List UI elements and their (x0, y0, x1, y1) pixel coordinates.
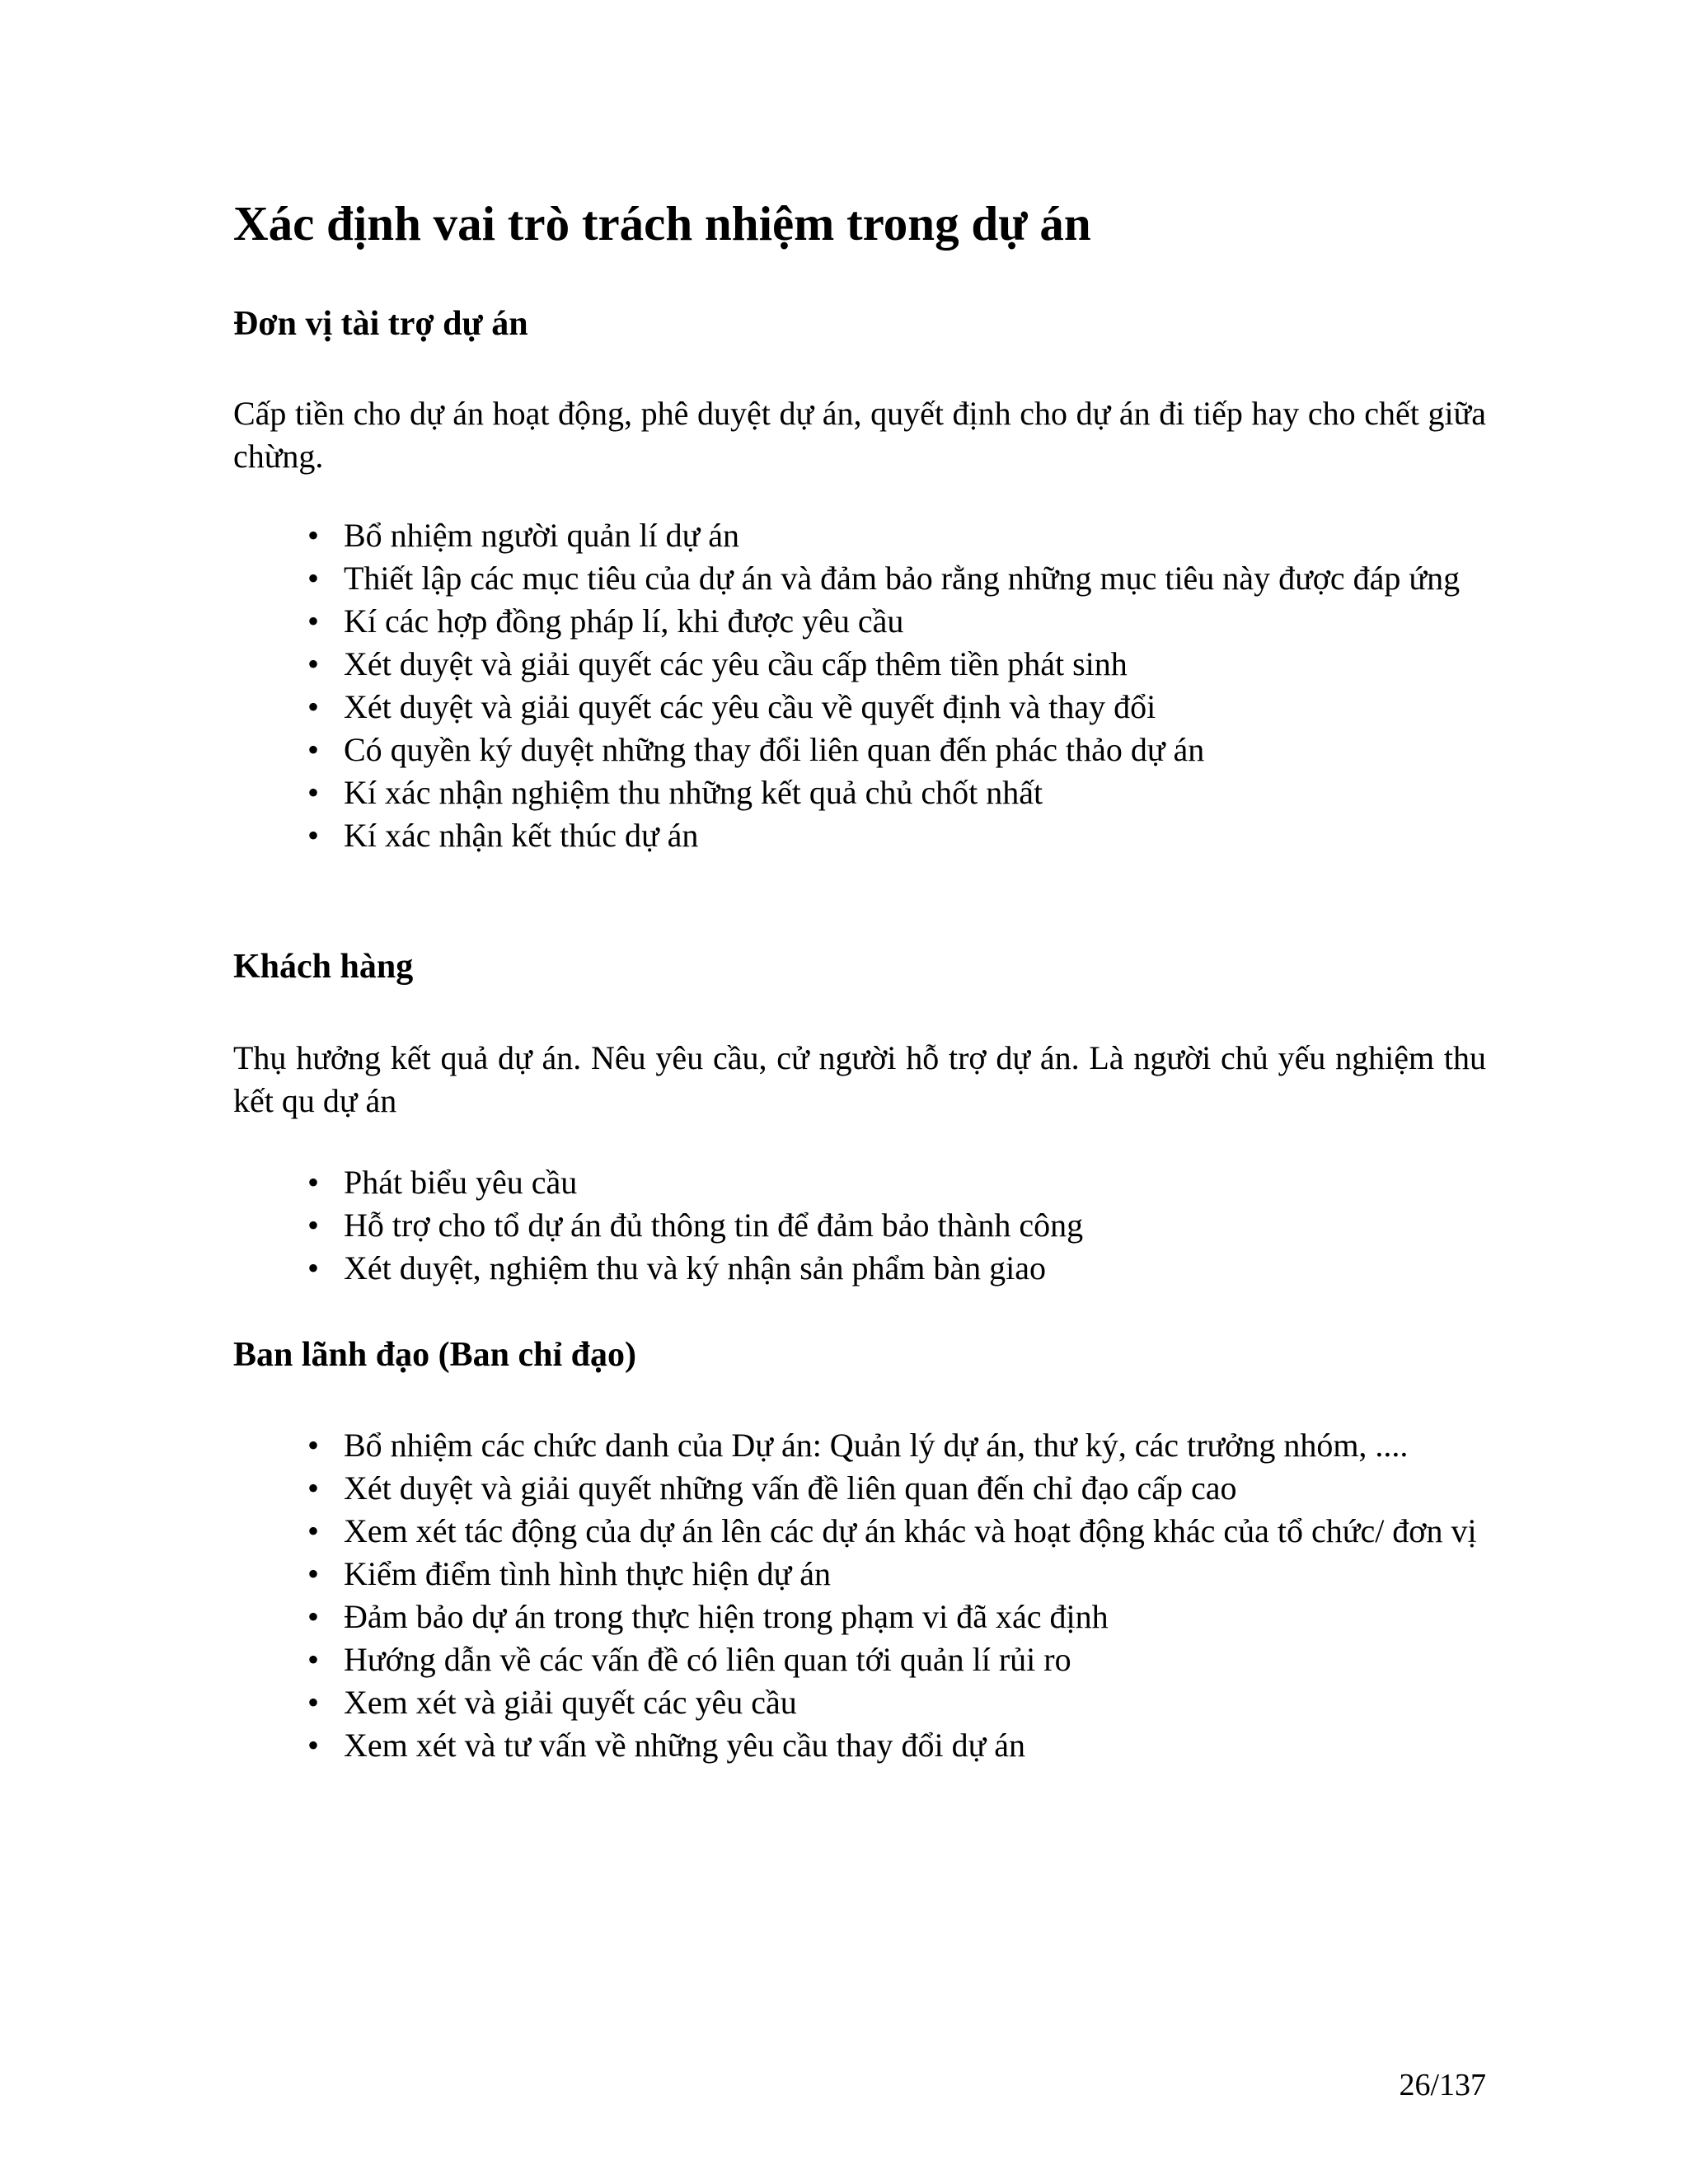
bullet-icon: • (307, 1598, 320, 1635)
bullet-icon: • (307, 1249, 320, 1286)
list-item: • Bổ nhiệm các chức danh của Dự án: Quản lý dự án, thư ký, các trưởng nhóm, .... (233, 1424, 1486, 1467)
list-item: • Có quyền ký duyệt những thay đổi liên quan đến phác thảo dự án (233, 729, 1486, 771)
list-item: • Kí các hợp đồng pháp lí, khi được yêu cầu (233, 600, 1486, 643)
bullet-icon: • (307, 1727, 320, 1764)
section-heading-customer: Khách hàng (233, 948, 414, 986)
list-item: • Xem xét và giải quyết các yêu cầu (233, 1681, 1486, 1724)
section-intro-customer: Thụ hưởng kết quả dự án. Nêu yêu cầu, cử người hỗ trợ dự án. Là người chủ yếu nghiệm thu kết qu dự án (233, 1039, 1486, 1119)
list-item: • Xem xét và tư vấn về những yêu cầu thay đổi dự án (233, 1724, 1486, 1767)
bullet-icon: • (307, 560, 320, 597)
bullet-icon: • (307, 1555, 320, 1592)
list-item: • Xét duyệt, nghiệm thu và ký nhận sản phẩm bàn giao (233, 1247, 1486, 1290)
list-item: • Xem xét tác động của dự án lên các dự án khác và hoạt động khác của tổ chức/ đơn vị (233, 1510, 1486, 1553)
bullet-list-customer (233, 1161, 1486, 1290)
bullet-icon: • (307, 688, 320, 725)
bullet-icon: • (307, 1164, 320, 1201)
bullet-icon: • (307, 774, 320, 811)
page-title: Xác định vai trò trách nhiệm trong dự án (233, 196, 1091, 251)
list-item: • Xét duyệt và giải quyết các yêu cầu cấp thêm tiền phát sinh (233, 643, 1486, 686)
section-intro-sponsor: Cấp tiền cho dự án hoạt động, phê duyệt dự án, quyết định cho dự án đi tiếp hay cho chết giữa chừng. (233, 395, 1486, 475)
list-item: • Đảm bảo dự án trong thực hiện trong phạm vi đã xác định (233, 1596, 1486, 1638)
list-item: • Thiết lập các mục tiêu của dự án và đảm bảo rằng những mục tiêu này được đáp ứng (233, 557, 1486, 600)
list-item: • Xét duyệt và giải quyết những vấn đề liên quan đến chỉ đạo cấp cao (233, 1467, 1486, 1510)
page-number: 26/137 (1399, 2068, 1486, 2102)
list-item: • Kí xác nhận nghiệm thu những kết quả chủ chốt nhất (233, 771, 1486, 814)
list-item: • Phát biểu yêu cầu (233, 1161, 1486, 1204)
bullet-icon: • (307, 1427, 320, 1464)
bullet-list-steering (233, 1424, 1486, 1767)
list-item: • Kí xác nhận kết thúc dự án (233, 814, 1486, 857)
bullet-icon: • (307, 1641, 320, 1678)
bullet-icon: • (307, 517, 320, 554)
bullet-icon: • (307, 1469, 320, 1507)
bullet-icon: • (307, 731, 320, 768)
section-heading-sponsor: Đơn vị tài trợ dự án (233, 305, 528, 343)
bullet-icon: • (307, 817, 320, 854)
section-heading-steering: Ban lãnh đạo (Ban chỉ đạo) (233, 1336, 636, 1374)
list-item: • Hỗ trợ cho tổ dự án đủ thông tin để đảm bảo thành công (233, 1204, 1486, 1247)
bullet-icon: • (307, 1684, 320, 1721)
bullet-icon: • (307, 645, 320, 682)
bullet-icon: • (307, 602, 320, 640)
list-item: • Kiểm điểm tình hình thực hiện dự án (233, 1553, 1486, 1596)
bullet-list-sponsor (233, 514, 1486, 857)
bullet-icon: • (307, 1512, 320, 1549)
list-item: • Hướng dẫn về các vấn đề có liên quan tới quản lí rủi ro (233, 1638, 1486, 1681)
list-item: • Bổ nhiệm người quản lí dự án (233, 514, 1486, 557)
list-item: • Xét duyệt và giải quyết các yêu cầu về quyết định và thay đổi (233, 686, 1486, 729)
bullet-icon: • (307, 1207, 320, 1244)
